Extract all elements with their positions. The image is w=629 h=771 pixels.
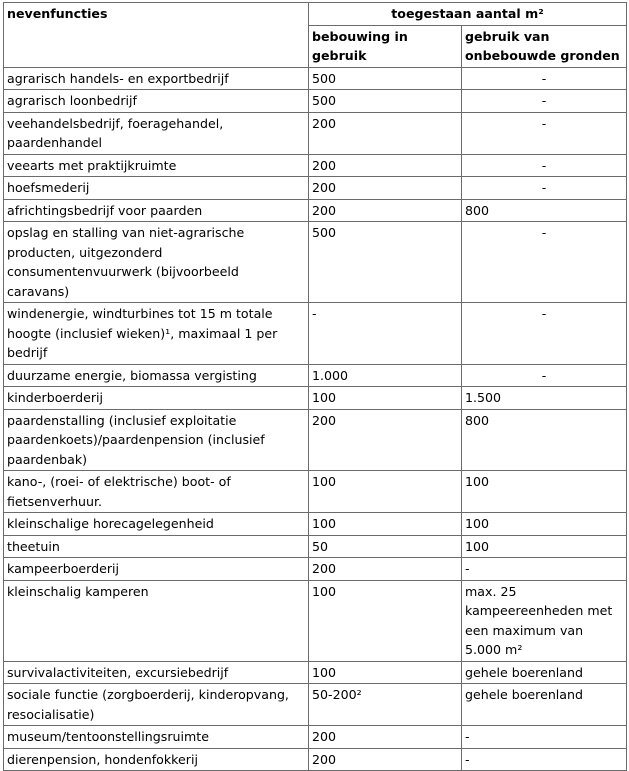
cell-bebouwing: 200 — [309, 154, 462, 177]
cell-gronden: - — [462, 303, 627, 365]
cell-bebouwing: 200 — [309, 199, 462, 222]
cell-bebouwing: 200 — [309, 558, 462, 581]
cell-nevenfunctie: museum/tentoonstellingsruimte — [4, 726, 309, 749]
cell-gronden: - — [462, 748, 627, 771]
header-toegestaan-aantal: toegestaan aantal m² — [309, 3, 627, 26]
cell-bebouwing: 200 — [309, 726, 462, 749]
header-row-top — [4, 3, 627, 26]
cell-gronden: - — [462, 558, 627, 581]
table-row — [4, 558, 627, 581]
table-row — [4, 303, 627, 365]
cell-nevenfunctie: hoefsmederij — [4, 177, 309, 200]
table-row — [4, 177, 627, 200]
cell-bebouwing: 50-200² — [309, 684, 462, 726]
cell-gronden: 800 — [462, 199, 627, 222]
table-row — [4, 409, 627, 471]
table-row — [4, 580, 627, 661]
cell-bebouwing: 500 — [309, 67, 462, 90]
table-row — [4, 387, 627, 410]
header-nevenfuncties: nevenfuncties — [4, 3, 309, 68]
table-row — [4, 535, 627, 558]
cell-gronden: - — [462, 112, 627, 154]
cell-bebouwing: 100 — [309, 471, 462, 513]
cell-gronden: - — [462, 222, 627, 303]
cell-nevenfunctie: africhtingsbedrijf voor paarden — [4, 199, 309, 222]
cell-nevenfunctie: windenergie, windturbines tot 15 m totale hoogte (inclusief wieken)¹, maximaal 1 per bedrijf — [4, 303, 309, 365]
cell-bebouwing: 500 — [309, 90, 462, 113]
cell-bebouwing: 100 — [309, 661, 462, 684]
cell-gronden: 800 — [462, 409, 627, 471]
table-body — [4, 67, 627, 771]
table-row — [4, 112, 627, 154]
cell-nevenfunctie: dierenpension, hondenfokkerij — [4, 748, 309, 771]
table-row — [4, 748, 627, 771]
cell-nevenfunctie: sociale functie (zorgboerderij, kinderopvang, resocialisatie) — [4, 684, 309, 726]
cell-nevenfunctie: kleinschalige horecagelegenheid — [4, 513, 309, 536]
cell-bebouwing: 100 — [309, 513, 462, 536]
cell-gronden: - — [462, 364, 627, 387]
cell-bebouwing: 200 — [309, 177, 462, 200]
table-row — [4, 726, 627, 749]
table-row — [4, 222, 627, 303]
cell-gronden: gehele boerenland — [462, 661, 627, 684]
table-row — [4, 154, 627, 177]
cell-bebouwing: 200 — [309, 112, 462, 154]
cell-nevenfunctie: kinderboerderij — [4, 387, 309, 410]
cell-nevenfunctie: survivalactiviteiten, excursiebedrijf — [4, 661, 309, 684]
table-row — [4, 364, 627, 387]
cell-bebouwing: 200 — [309, 409, 462, 471]
cell-gronden: - — [462, 67, 627, 90]
table-header — [4, 3, 627, 68]
table-row — [4, 513, 627, 536]
table-row — [4, 684, 627, 726]
table-row — [4, 90, 627, 113]
cell-gronden: 100 — [462, 471, 627, 513]
cell-bebouwing: 1.000 — [309, 364, 462, 387]
cell-gronden: gehele boerenland — [462, 684, 627, 726]
cell-bebouwing: 50 — [309, 535, 462, 558]
cell-gronden: - — [462, 177, 627, 200]
cell-gronden: 100 — [462, 535, 627, 558]
header-bebouwing-in-gebruik: bebouwing in gebruik — [309, 25, 462, 67]
cell-bebouwing: 200 — [309, 748, 462, 771]
table-row — [4, 471, 627, 513]
table-row — [4, 199, 627, 222]
cell-nevenfunctie: kleinschalig kamperen — [4, 580, 309, 661]
cell-nevenfunctie: paardenstalling (inclusief exploitatie paardenkoets)/paardenpension (inclusief paardenbak) — [4, 409, 309, 471]
table-row — [4, 661, 627, 684]
cell-bebouwing: 100 — [309, 580, 462, 661]
cell-bebouwing: 500 — [309, 222, 462, 303]
table-row — [4, 67, 627, 90]
cell-nevenfunctie: duurzame energie, biomassa vergisting — [4, 364, 309, 387]
cell-bebouwing: 100 — [309, 387, 462, 410]
cell-nevenfunctie: agrarisch handels- en exportbedrijf — [4, 67, 309, 90]
header-gebruik-onbebouwde-gronden: gebruik van onbebouwde gronden — [462, 25, 627, 67]
cell-gronden: - — [462, 726, 627, 749]
cell-bebouwing: - — [309, 303, 462, 365]
cell-gronden: 1.500 — [462, 387, 627, 410]
cell-gronden: - — [462, 154, 627, 177]
cell-nevenfunctie: kampeerboerderij — [4, 558, 309, 581]
cell-nevenfunctie: agrarisch loonbedrijf — [4, 90, 309, 113]
cell-gronden: 100 — [462, 513, 627, 536]
cell-nevenfunctie: veearts met praktijkruimte — [4, 154, 309, 177]
cell-nevenfunctie: veehandelsbedrijf, foeragehandel, paardenhandel — [4, 112, 309, 154]
cell-gronden: max. 25 kampeereenheden met een maximum van 5.000 m² — [462, 580, 627, 661]
cell-nevenfunctie: opslag en stalling van niet-agrarische producten, uitgezonderd consumentenvuurwerk (bijvoorbeeld caravans) — [4, 222, 309, 303]
nevenfuncties-table — [3, 2, 627, 771]
cell-nevenfunctie: kano-, (roei- of elektrische) boot- of fietsenverhuur. — [4, 471, 309, 513]
cell-gronden: - — [462, 90, 627, 113]
cell-nevenfunctie: theetuin — [4, 535, 309, 558]
